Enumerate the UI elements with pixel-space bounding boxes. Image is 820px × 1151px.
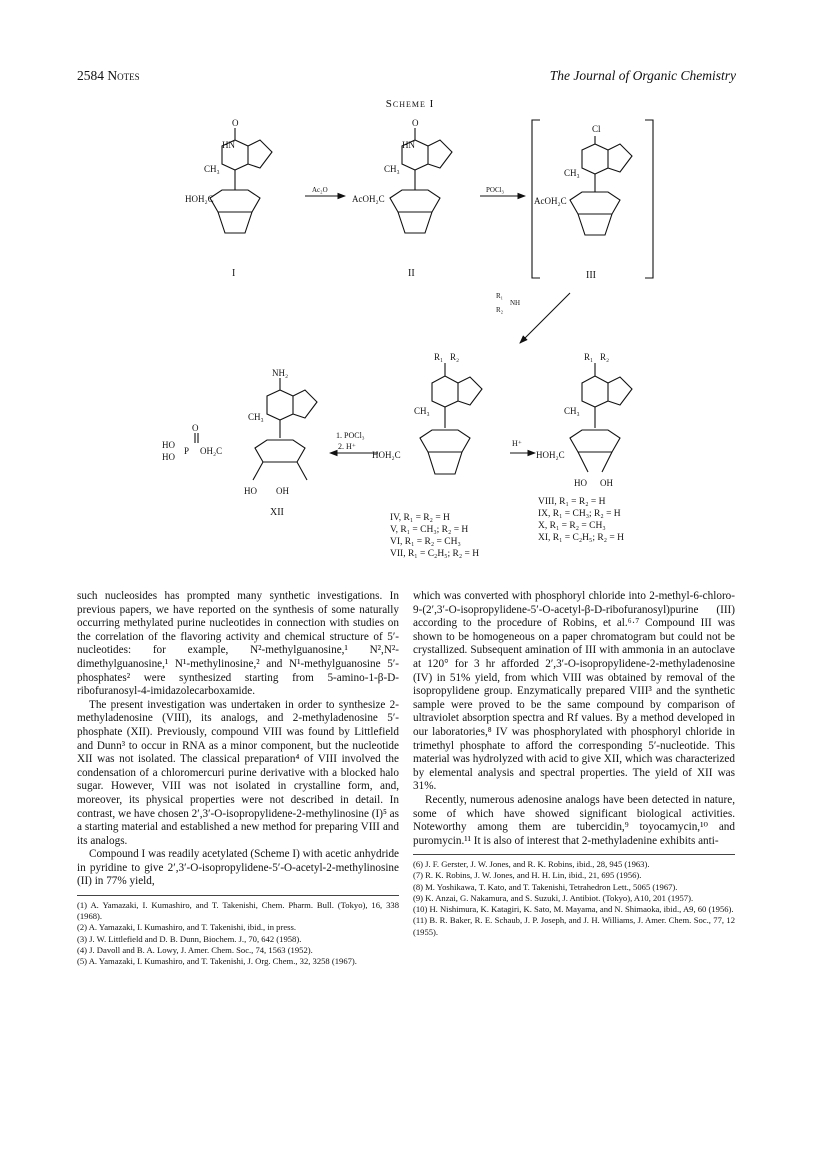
cpd-VIII-hoh2c: HOH₂C [536,450,565,460]
footnote-11: (11) B. R. Baker, R. E. Schaub, J. P. Joseph, and J. H. Williams, J. Amer. Chem. Soc., 77, 12 (1955). [413,915,735,937]
cpd-II-hn: HN [402,140,415,150]
footnote-7: (7) R. K. Robins, J. W. Jones, and H. H. Lin, ibid., 21, 695 (1956). [413,870,642,881]
left-footnotes [77,900,399,967]
compound-VIII-XI-structure [570,363,632,472]
cpd-XII-label: XII [270,507,284,518]
left-column [77,590,399,967]
section-name: Notes [107,68,140,83]
cpd-IV-ch3: CH₃ [414,406,430,416]
legend-mid-0: IV, R₁ = R₂ = H [390,513,450,523]
footnote-8: (8) M. Yoshikawa, T. Kato, and T. Takenishi, Tetrahedron Lett., 5065 (1967). [413,881,678,892]
footnote-3: (3) J. W. Littlefield and D. B. Dunn, Biochem. J., 70, 642 (1958). [77,933,302,944]
cpd-I-hoh2c: HOH₂C [185,194,214,204]
footnote-5: (5) A. Yamazaki, I. Kumashiro, and T. Takenishi, J. Org. Chem., 32, 3258 (1967). [77,956,357,967]
cpd-II-label: II [408,268,415,279]
cpd-I-o: O [232,118,239,128]
right-paragraph-1: which was converted with phosphoryl chloride into 2-methyl-6-chloro-9-(2′,3′-O-isopropylidene-5′-O-acetyl-β-D-ribofuranosyl)purine (III) according to the procedure of Robins, et al.⁶·⁷ Compound III was shown to be homogeneous on a paper chromatogram but could not be crystallized. Subsequent amination of III with ammonia in an autoclave at 120° for 3 hr afforded 2′,3′-O-isopropylidene-2-methyladenosine (IV) in 51% yield, from which VIII was obtained by removal of the isopropylidene group. Enzymatically prepared VIII³ and the synthetic sample were proved to be the same compound by comparison of ultraviolet absorption spectra and Rf values. By a method developed in our laboratories,⁸ IV was phosphorylated with phosphoryl chloride in trimethyl phosphate to afford the corresponding 5′-nucleotide. This material was hydrolyzed with acid to give XII, which was characterized by elemental analysis and spectral properties. The yield of XII was 31%. [413,590,735,793]
cpd-III-ch3: CH₃ [564,168,580,178]
cpd-XII-ho1: HO [162,440,175,450]
footnote-2: (2) A. Yamazaki, I. Kumashiro, and T. Takenishi, ibid., in press. [77,922,296,933]
reaction-scheme [140,108,670,583]
amine-nh: NH [510,299,521,307]
footnote-rule [77,895,399,896]
step-h: H⁺ [512,439,522,448]
legend-mid-1: V, R₁ = CH₃; R₂ = H [390,525,469,535]
page-header [77,68,736,88]
step-2: 2. H⁺ [338,442,356,451]
cpd-I-ch3: CH₃ [204,164,220,174]
cpd-XII-o: O [192,423,199,433]
footnote-6: (6) J. F. Gerster, J. W. Jones, and R. K. Robins, ibid., 28, 945 (1963). [413,859,650,870]
footnote-rule [413,854,735,855]
cpd-VIII-oh: OH [600,478,613,488]
cpd-I-label: I [232,268,236,279]
cpd-VIII-r2: R₂ [600,352,610,362]
cpd-VIII-ch3: CH₃ [564,406,580,416]
legend-mid-2: VI, R₁ = R₂ = CH₃ [390,537,461,547]
cpd-II-o: O [412,118,419,128]
footnote-9: (9) K. Anzai, G. Nakamura, and S. Suzuki, J. Antibiot. (Tokyo), A10, 201 (1957). [413,892,694,903]
reagent-ac2o: Ac₂O [312,186,328,194]
left-paragraph-2: The present investigation was undertaken in order to synthesize 2-methyladenosine (VIII), its analogs, and 2-methyladenosine 5′-phosphate (XII). Previously, compound VIII was found by Littlefield and Dunn³ to occur in RNA as a minor component, but the nucleotide XII was not isolated. The classical preparation⁴ of VIII involved the condensation of a chloromercuri purine derivative with a blocked halo sugar. However, VIII was not isolated in crystalline form, and, moreover, its physical properties were not described in detail. In contrast, we have chosen 2′,3′-O-isopropylidene-2-methylinosine (I)⁵ as a starting material and established a new method for preparing VIII and its analogs. [77,698,399,847]
cpd-VIII-ho: HO [574,478,587,488]
right-footnotes [413,859,735,937]
compound-IV-VII-structure [420,363,482,474]
legend-right-1: IX, R₁ = CH₃; R₂ = H [538,509,621,519]
scheme-title: Scheme I [385,98,435,110]
cpd-XII-ho: HO [244,486,257,496]
right-paragraph-2: Recently, numerous adenosine analogs have been detected in nature, some of which have showed significant biological activities. Noteworthy among them are tubercidin,⁹ toyocamycin,¹⁰ and puromycin.¹¹ It is also of interest that 2-methyladenine exhibits anti- [413,793,735,847]
cpd-III-label: III [586,270,596,281]
cpd-III-acoh2c: AcOH₂C [534,196,567,206]
step-1: 1. POCl₃ [336,431,365,440]
footnote-1: (1) A. Yamazaki, I. Kumashiro, and T. Takenishi, Chem. Pharm. Bull. (Tokyo), 16, 338 (1968). [77,900,399,922]
journal-name: The Journal of Organic Chemistry [549,68,736,83]
cpd-XII-nh2: NH₂ [272,368,289,378]
cpd-III-cl: Cl [592,124,601,134]
cpd-VIII-r1: R₁ [584,352,594,362]
page-number-and-section [77,68,140,84]
reagent-pocl3: POCl₃ [486,186,505,194]
cpd-IV-r1: R₁ [434,352,444,362]
cpd-II-ch3: CH₃ [384,164,400,174]
compound-II-structure [390,128,452,233]
cpd-I-hn: HN [222,140,235,150]
left-paragraph-3: Compound I was readily acetylated (Scheme I) with acetic anhydride in pyridine to give 2′,3′-O-isopropylidene-5′-O-acetyl-2-methylinosine (II) in 77% yield, [77,848,399,888]
cpd-XII-oh: OH [276,486,289,496]
cpd-XII-p: P [184,446,190,456]
legend-mid-3: VII, R₁ = C₂H₅; R₂ = H [390,549,480,559]
cpd-XII-ho2: HO [162,452,175,462]
page-number: 2584 [77,68,104,83]
compound-XII-structure [195,378,317,480]
legend-right-2: X, R₁ = R₂ = CH₃ [538,521,606,531]
right-column [413,590,735,938]
compound-I-structure [210,128,272,233]
footnote-4: (4) J. Davoll and B. A. Lowy, J. Amer. Chem. Soc., 74, 1563 (1952). [77,944,313,955]
arrow-amination [520,293,570,343]
cpd-XII-oh2c: OH₂C [200,446,223,456]
cpd-XII-ch3: CH₃ [248,412,264,422]
amine-r1: R₁ [496,292,504,300]
legend-right-0: VIII, R₁ = R₂ = H [538,497,606,507]
footnote-10: (10) H. Nishimura, K. Katagiri, K. Sato, M. Mayama, and N. Shimaoka, ibid., A9, 60 (1956). [413,904,734,915]
cpd-IV-r2: R₂ [450,352,460,362]
cpd-IV-hoh2c: HOH₂C [372,450,401,460]
legend-right-3: XI, R₁ = C₂H₅; R₂ = H [538,533,624,543]
cpd-II-acoh2c: AcOH₂C [352,194,385,204]
amine-r2: R₂ [496,306,504,314]
left-paragraph-1: such nucleosides has prompted many synthetic investigations. In previous papers, we have reported on the synthesis of some naturally occurring methylated purine nucleotides in connection with studies on the correlation of the flavoring activity and chemical structure of 5′-nucleotides: for example, N²-methylguanosine,¹ N²,N²-dimethylguanosine,¹ N¹-methylinosine,² and N¹-methylguanosine 5′-phosphates² were synthesized starting from 5-amino-1-β-D-ribofuranosyl-4-imidazolecarboxamide. [77,590,399,698]
